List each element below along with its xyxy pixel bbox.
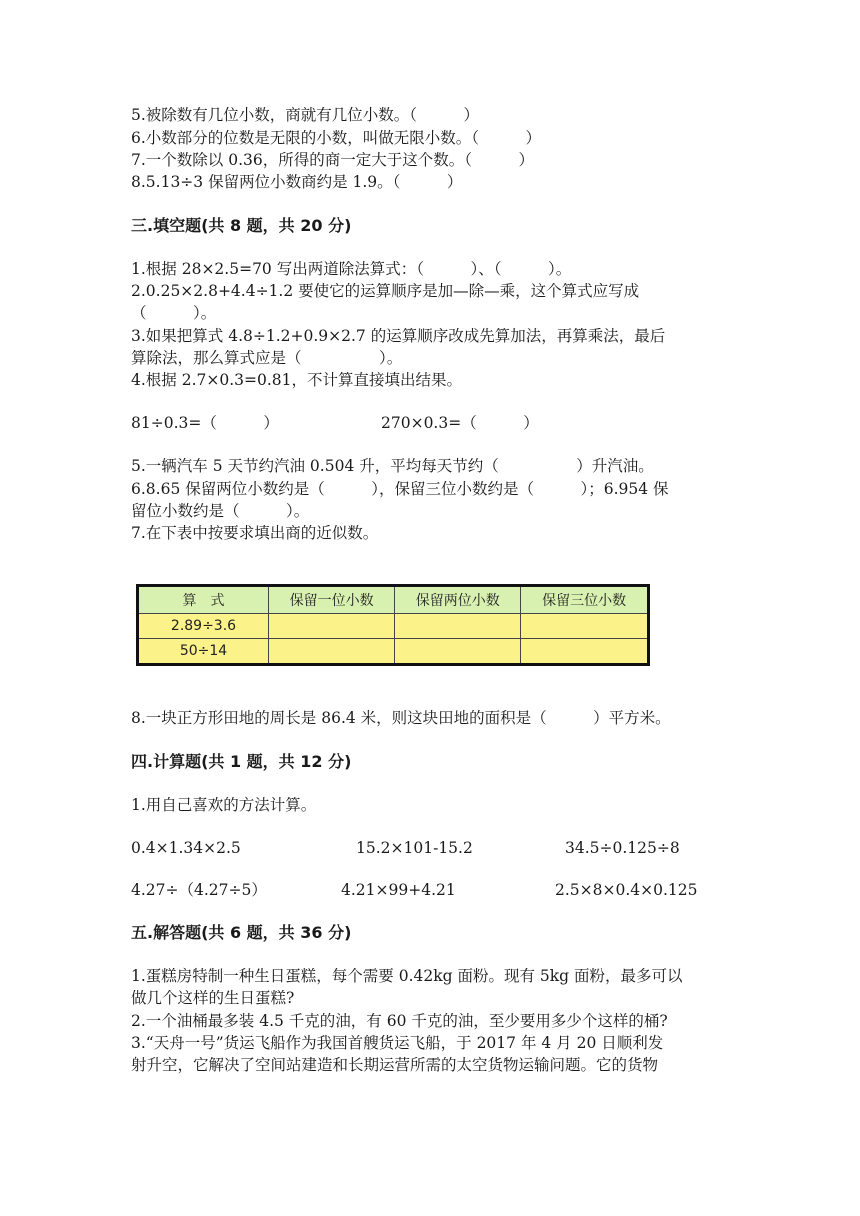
table-cell-answer[interactable] <box>269 639 395 665</box>
table-cell-answer[interactable] <box>269 614 395 639</box>
calc-expr: 4.27÷（4.27÷5） <box>131 881 267 899</box>
fill-expr-a: 81÷0.3=（ ） <box>131 414 279 432</box>
table-row <box>138 614 649 639</box>
table-header-cell: 保留两位小数 <box>395 586 521 614</box>
section-4-heading: 四.计算题(共 1 题，共 12 分) <box>131 752 352 771</box>
calc-expr: 0.4×1.34×2.5 <box>131 839 241 857</box>
approx-table <box>136 584 650 666</box>
judge-item-8: 8.5.13÷3 保留两位小数商约是 1.9。（ ） <box>131 173 463 191</box>
judge-item-7: 7.一个数除以 0.36，所得的商一定大于这个数。（ ） <box>131 151 534 169</box>
table-header-cell: 保留三位小数 <box>521 586 649 614</box>
table-row <box>138 639 649 665</box>
fill-item-3-cont: 算除法，那么算式应是（ ）。 <box>131 349 403 367</box>
table-cell-answer[interactable] <box>395 639 521 665</box>
section-5-heading: 五.解答题(共 6 题，共 36 分) <box>131 923 352 942</box>
fill-item-6-cont: 留位小数约是（ ）。 <box>131 502 310 520</box>
table-cell-answer[interactable] <box>521 614 649 639</box>
answer-item-3-cont: 射升空，它解决了空间站建造和长期运营所需的太空货物运输问题。它的货物 <box>131 1056 659 1074</box>
calc-expr: 2.5×8×0.4×0.125 <box>555 881 698 899</box>
fill-item-3: 3.如果把算式 4.8÷1.2+0.9×2.7 的运算顺序改成先算加法，再算乘法，最后 <box>131 327 666 345</box>
answer-item-2: 2.一个油桶最多装 4.5 千克的油，有 60 千克的油，至少要用多少个这样的桶? <box>131 1012 668 1030</box>
fill-item-6: 6.8.65 保留两位小数约是（ ），保留三位小数约是（ ）；6.954 保 <box>131 480 669 498</box>
fill-expr-b: 270×0.3=（ ） <box>381 414 539 432</box>
fill-item-5: 5.一辆汽车 5 天节约汽油 0.504 升，平均每天节约（ ）升汽油。 <box>131 457 654 475</box>
fill-item-2: 2.0.25×2.8+4.4÷1.2 要使它的运算顺序是加—除—乘，这个算式应写成 <box>131 282 640 300</box>
calc-expr: 34.5÷0.125÷8 <box>565 839 680 857</box>
answer-item-1: 1.蛋糕房特制一种生日蛋糕，每个需要 0.42kg 面粉。现有 5kg 面粉，最多可以 <box>131 967 683 985</box>
calc-expr: 15.2×101-15.2 <box>356 839 473 857</box>
calc-prompt: 1.用自己喜欢的方法计算。 <box>131 796 317 814</box>
fill-item-8: 8.一块正方形田地的周长是 86.4 米，则这块田地的面积是（ ）平方米。 <box>131 709 671 727</box>
fill-item-7: 7.在下表中按要求填出商的近似数。 <box>131 524 379 542</box>
fill-item-2-cont: （ ）。 <box>131 304 217 322</box>
answer-item-1-cont: 做几个这样的生日蛋糕? <box>131 989 295 1007</box>
section-3-heading: 三.填空题(共 8 题，共 20 分) <box>131 216 352 235</box>
judge-item-6: 6.小数部分的位数是无限的小数，叫做无限小数。（ ） <box>131 129 542 147</box>
fill-item-1: 1.根据 28×2.5=70 写出两道除法算式：（ ）、（ ）。 <box>131 260 572 278</box>
table-header-cell: 保留一位小数 <box>269 586 395 614</box>
table-header-row <box>138 586 649 614</box>
table-cell-answer[interactable] <box>395 614 521 639</box>
answer-item-3: 3.“天舟一号”货运飞船作为我国首艘货运飞船，于 2017 年 4 月 20 日顺利发 <box>131 1034 664 1052</box>
table-cell-expression: 50÷14 <box>138 639 269 665</box>
fill-item-4: 4.根据 2.7×0.3=0.81，不计算直接填出结果。 <box>131 371 463 389</box>
judge-item-5: 5.被除数有几位小数，商就有几位小数。（ ） <box>131 106 480 124</box>
table-header-cell: 算 式 <box>138 586 269 614</box>
table-cell-expression: 2.89÷3.6 <box>138 614 269 639</box>
calc-expr: 4.21×99+4.21 <box>341 881 456 899</box>
table-cell-answer[interactable] <box>521 639 649 665</box>
